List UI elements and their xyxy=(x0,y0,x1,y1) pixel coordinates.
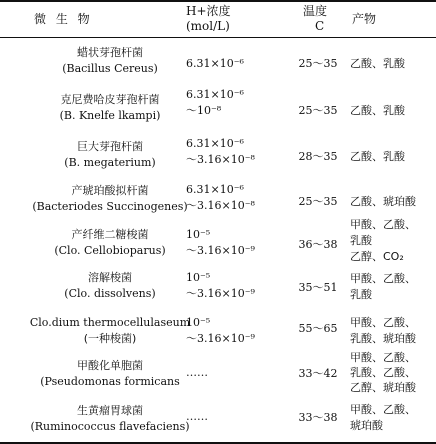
organism-name-latin: (Clo. dissolvens) xyxy=(64,287,156,300)
organism-name-zh: 克尼费哈皮芽孢杆菌 xyxy=(60,93,160,106)
organism-name-zh: 溶解梭菌 xyxy=(88,271,132,284)
header-temp-unit: C xyxy=(315,19,325,33)
h-conc-value: …… xyxy=(186,410,208,423)
product-value: 乙酸、乳酸 xyxy=(350,104,405,117)
h-conc-range: ～3.16×10⁻⁹ xyxy=(186,244,255,257)
h-conc-value: …… xyxy=(186,366,208,379)
organism-name-latin: (Ruminococcus flavefaciens) xyxy=(30,420,190,433)
organism-name-latin: (Bacillus Cereus) xyxy=(62,62,158,75)
organism-name-zh: (一种梭菌) xyxy=(83,332,137,345)
table-top-rule xyxy=(0,0,436,2)
product-value: 甲酸、乙酸、 xyxy=(350,316,416,329)
organism-name-latin: (Clo. Cellobioparus) xyxy=(54,244,166,257)
organism-name-latin: (B. Knelfe lkampi) xyxy=(59,109,161,122)
product-value: 乙酸、乳酸 xyxy=(350,57,405,70)
product-value-line3: 乙醇、琥珀酸 xyxy=(350,381,416,394)
product-value-line2: 琥珀酸 xyxy=(350,419,383,432)
product-value-line2: 乳酸 xyxy=(350,234,372,247)
h-conc-value: 10⁻⁵ xyxy=(186,316,211,329)
h-conc-value: 10⁻⁵ xyxy=(186,271,211,284)
organism-name-latin: (Pseudomonas formicans xyxy=(40,375,180,388)
temp-value: 25～35 xyxy=(298,57,338,70)
product-value: 甲酸、乙酸、 xyxy=(350,403,416,416)
temp-value: 28～35 xyxy=(298,150,338,163)
product-value: 乙酸、琥珀酸 xyxy=(350,195,416,208)
organism-name-zh: 甲酸化单胞菌 xyxy=(77,359,143,372)
temp-value: 36～38 xyxy=(298,238,338,251)
temp-value: 33～42 xyxy=(298,367,338,380)
organism-name-zh: 生黄瘤胃球菌 xyxy=(77,404,143,417)
header-h-conc: H+浓度 xyxy=(186,4,231,18)
h-conc-range: ～3.16×10⁻⁹ xyxy=(186,287,255,300)
product-value: 甲酸、乙酸、 xyxy=(350,351,416,364)
table-header-rule xyxy=(0,37,436,38)
h-conc-range: ～3.16×10⁻⁸ xyxy=(186,199,255,212)
header-product: 产物 xyxy=(352,12,377,26)
product-value-line2: 乳酸、乙酸、 xyxy=(350,366,416,379)
organism-name-zh: 巨大芽孢杆菌 xyxy=(77,140,143,153)
product-value: 甲酸、乙酸、 xyxy=(350,218,416,231)
temp-value: 55～65 xyxy=(298,322,338,335)
temp-value: 25～35 xyxy=(298,104,338,117)
temp-value: 25～35 xyxy=(298,195,338,208)
h-conc-value: 10⁻⁵ xyxy=(186,228,211,241)
organism-name-zh: 产纤维二糖梭菌 xyxy=(71,228,149,241)
header-h-conc-unit: (mol/L) xyxy=(186,19,230,33)
h-conc-range: ～3.16×10⁻⁹ xyxy=(186,332,255,345)
h-conc-range: ～10⁻⁸ xyxy=(186,104,222,117)
h-conc-value: 6.31×10⁻⁶ xyxy=(186,137,244,150)
organism-name-latin: (B. megaterium) xyxy=(64,156,156,169)
organism-name-latin: Clo.dium thermocellulaseum xyxy=(29,316,191,329)
organism-name-zh: 产琥珀酸拟杆菌 xyxy=(71,184,149,197)
product-value-line3: 乙醇、CO₂ xyxy=(350,250,404,263)
product-value-line2: 乳酸 xyxy=(350,288,372,301)
temp-value: 35～51 xyxy=(298,281,338,294)
header-organism: 微 生 物 xyxy=(34,12,93,26)
organism-name-zh: 蜡状芽孢杆菌 xyxy=(77,46,143,59)
h-conc-range: ～3.16×10⁻⁸ xyxy=(186,153,255,166)
organism-name-latin: (Bacteriodes Succinogenes) xyxy=(32,200,188,213)
h-conc-value: 6.31×10⁻⁶ xyxy=(186,183,244,196)
header-temp: 温度 xyxy=(303,4,328,18)
h-conc-value: 6.31×10⁻⁶ xyxy=(186,88,244,101)
temp-value: 33～38 xyxy=(298,411,338,424)
h-conc-value: 6.31×10⁻⁶ xyxy=(186,57,244,70)
product-value: 乙酸、乳酸 xyxy=(350,150,405,163)
product-value: 甲酸、乙酸、 xyxy=(350,272,416,285)
product-value-line2: 乳酸、琥珀酸 xyxy=(350,332,416,345)
